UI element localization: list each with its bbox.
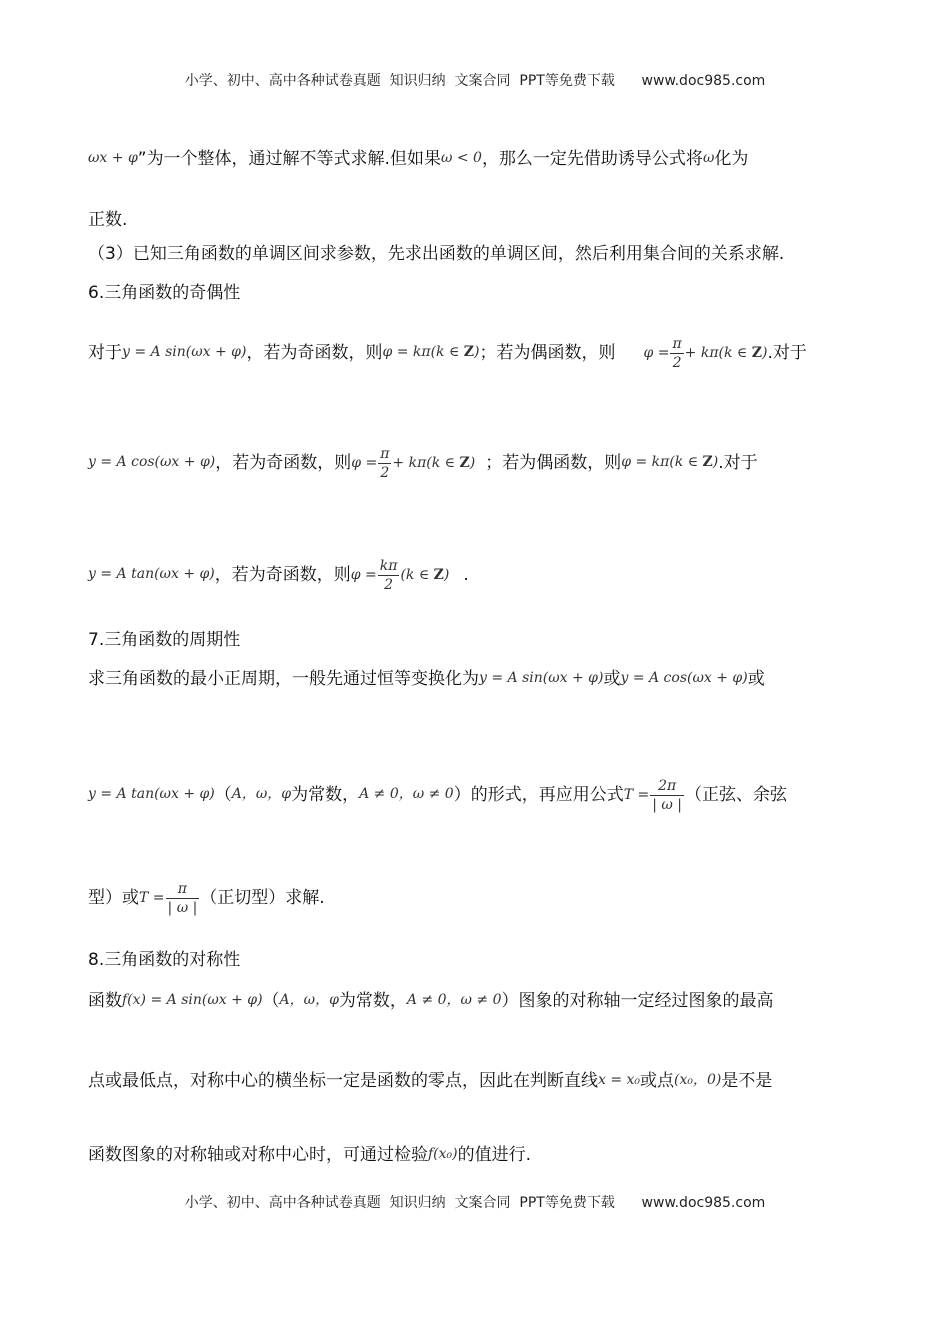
text: ，那么一定先借助诱导公式将 <box>481 149 703 169</box>
text: （正弦、余弦 <box>685 785 787 805</box>
text: . <box>463 565 469 585</box>
section-title-8: 8.三角函数的对称性 <box>88 950 241 970</box>
text: 的值进行. <box>457 1145 532 1165</box>
section-title-7: 7.三角函数的周期性 <box>88 630 241 650</box>
text: 或 <box>603 669 621 689</box>
math-y-cos: y = A cos(ωx + φ) <box>620 670 748 686</box>
page-header: 小学、初中、高中各种试卷真题 知识归纳 文案合同 PPT等免费下载 www.doc985.com <box>184 73 766 89</box>
math-phi-kpi2: φ = $\frac{k\pi}{2}$ (k ∈ Z) <box>350 557 450 593</box>
math-omega-x-phi: ωx + φ <box>88 150 138 166</box>
math-x-eq-x0: x = x₀ <box>598 1072 641 1088</box>
text: ，若为奇函数，则 <box>246 343 383 363</box>
math-omega: ω <box>702 150 715 166</box>
paragraph-parity-cos <box>88 432 868 493</box>
text: 为常数， <box>291 785 360 805</box>
text: 化为 <box>714 149 749 169</box>
math-period-tan-formula: T = $\frac{\pi}{| \omega |}$ <box>139 880 198 916</box>
math-y-sin: y = A sin(ωx + φ) <box>122 344 247 360</box>
text: 函数图象的对称轴或对称中心时，可通过检验 <box>88 1145 428 1165</box>
math-point-x0: (x₀，0) <box>674 1072 722 1088</box>
math-nonzero: A ≠ 0，ω ≠ 0 <box>359 786 454 802</box>
math-phi-kpi: φ = kπ(k ∈ Z) <box>382 344 480 360</box>
math-y-cos: y = A cos(ωx + φ) <box>88 454 216 470</box>
text: 为常数， <box>338 991 407 1011</box>
paragraph-symmetry-1 <box>88 988 868 1013</box>
text: ，若为奇函数，则 <box>214 565 351 585</box>
math-omega-lt-0: ω < 0 <box>440 150 482 166</box>
math-params: A，ω，φ <box>279 992 339 1008</box>
math-phi-kpi: φ = kπ(k ∈ Z) <box>621 454 719 470</box>
math-fx-sin: f(x) = A sin(ωx + φ) <box>122 992 263 1008</box>
text: 或 <box>747 669 765 689</box>
math-phi-pi2-kpi: φ = $\frac{\pi}{2}$ + kπ(k ∈ Z) <box>351 445 476 481</box>
text: 是不是 <box>721 1071 773 1091</box>
page-footer: 小学、初中、高中各种试卷真题 知识归纳 文案合同 PPT等免费下载 www.doc985.com <box>184 1195 766 1211</box>
math-y-sin: y = A sin(ωx + φ) <box>479 670 604 686</box>
text: 求三角函数的最小正周期，一般先通过恒等变换化为 <box>88 669 479 689</box>
paragraph-line: 正数. <box>88 210 128 230</box>
math-y-tan: y = A tan(ωx + φ) <box>88 566 215 582</box>
text: 或点 <box>640 1071 675 1091</box>
paragraph-period-2 <box>88 754 868 835</box>
text: （ <box>214 785 232 805</box>
paragraph-period-3 <box>88 866 868 930</box>
paragraph-item-3: （3）已知三角函数的单调区间求参数，先求出函数的单调区间，然后利用集合间的关系求解. <box>88 244 785 264</box>
text: .对于 <box>767 343 807 363</box>
math-y-tan: y = A tan(ωx + φ) <box>88 786 215 802</box>
paragraph-symmetry-2 <box>88 1068 868 1093</box>
text: 函数 <box>88 991 122 1011</box>
math-phi-pi2-kpi: φ = $\frac{\pi}{2}$ + kπ(k ∈ Z) <box>643 335 768 371</box>
text: ，若为奇函数，则 <box>215 453 352 473</box>
text: ）的形式，再应用公式 <box>453 785 624 805</box>
text: （正切型）求解. <box>200 888 325 908</box>
section-title-6: 6.三角函数的奇偶性 <box>88 283 241 303</box>
text: ；若为偶函数，则 <box>485 453 622 473</box>
paragraph-monotonic-continued <box>88 146 868 171</box>
paragraph-parity-sin <box>88 322 868 383</box>
math-nonzero: A ≠ 0，ω ≠ 0 <box>406 992 502 1008</box>
math-params: A，ω，φ <box>231 786 292 802</box>
text: （ <box>262 991 280 1011</box>
math-f-x0: f(x₀) <box>428 1146 458 1162</box>
paragraph-period-1 <box>88 666 868 691</box>
text: 对于 <box>88 343 122 363</box>
paragraph-parity-tan <box>88 544 868 605</box>
math-period-formula: T = $\frac{2\pi}{| \omega |}$ <box>623 777 682 813</box>
text: 型）或 <box>88 888 139 908</box>
text: .对于 <box>718 453 758 473</box>
quote-mark: ” <box>137 149 147 169</box>
paragraph-symmetry-3 <box>88 1142 868 1167</box>
text: 点或最低点，对称中心的横坐标一定是函数的零点，因此在判断直线 <box>88 1071 598 1091</box>
text: 为一个整体，通过解不等式求解.但如果 <box>146 149 441 169</box>
text: ）图象的对称轴一定经过图象的最高 <box>501 991 774 1011</box>
text: ；若为偶函数，则 <box>479 343 616 363</box>
